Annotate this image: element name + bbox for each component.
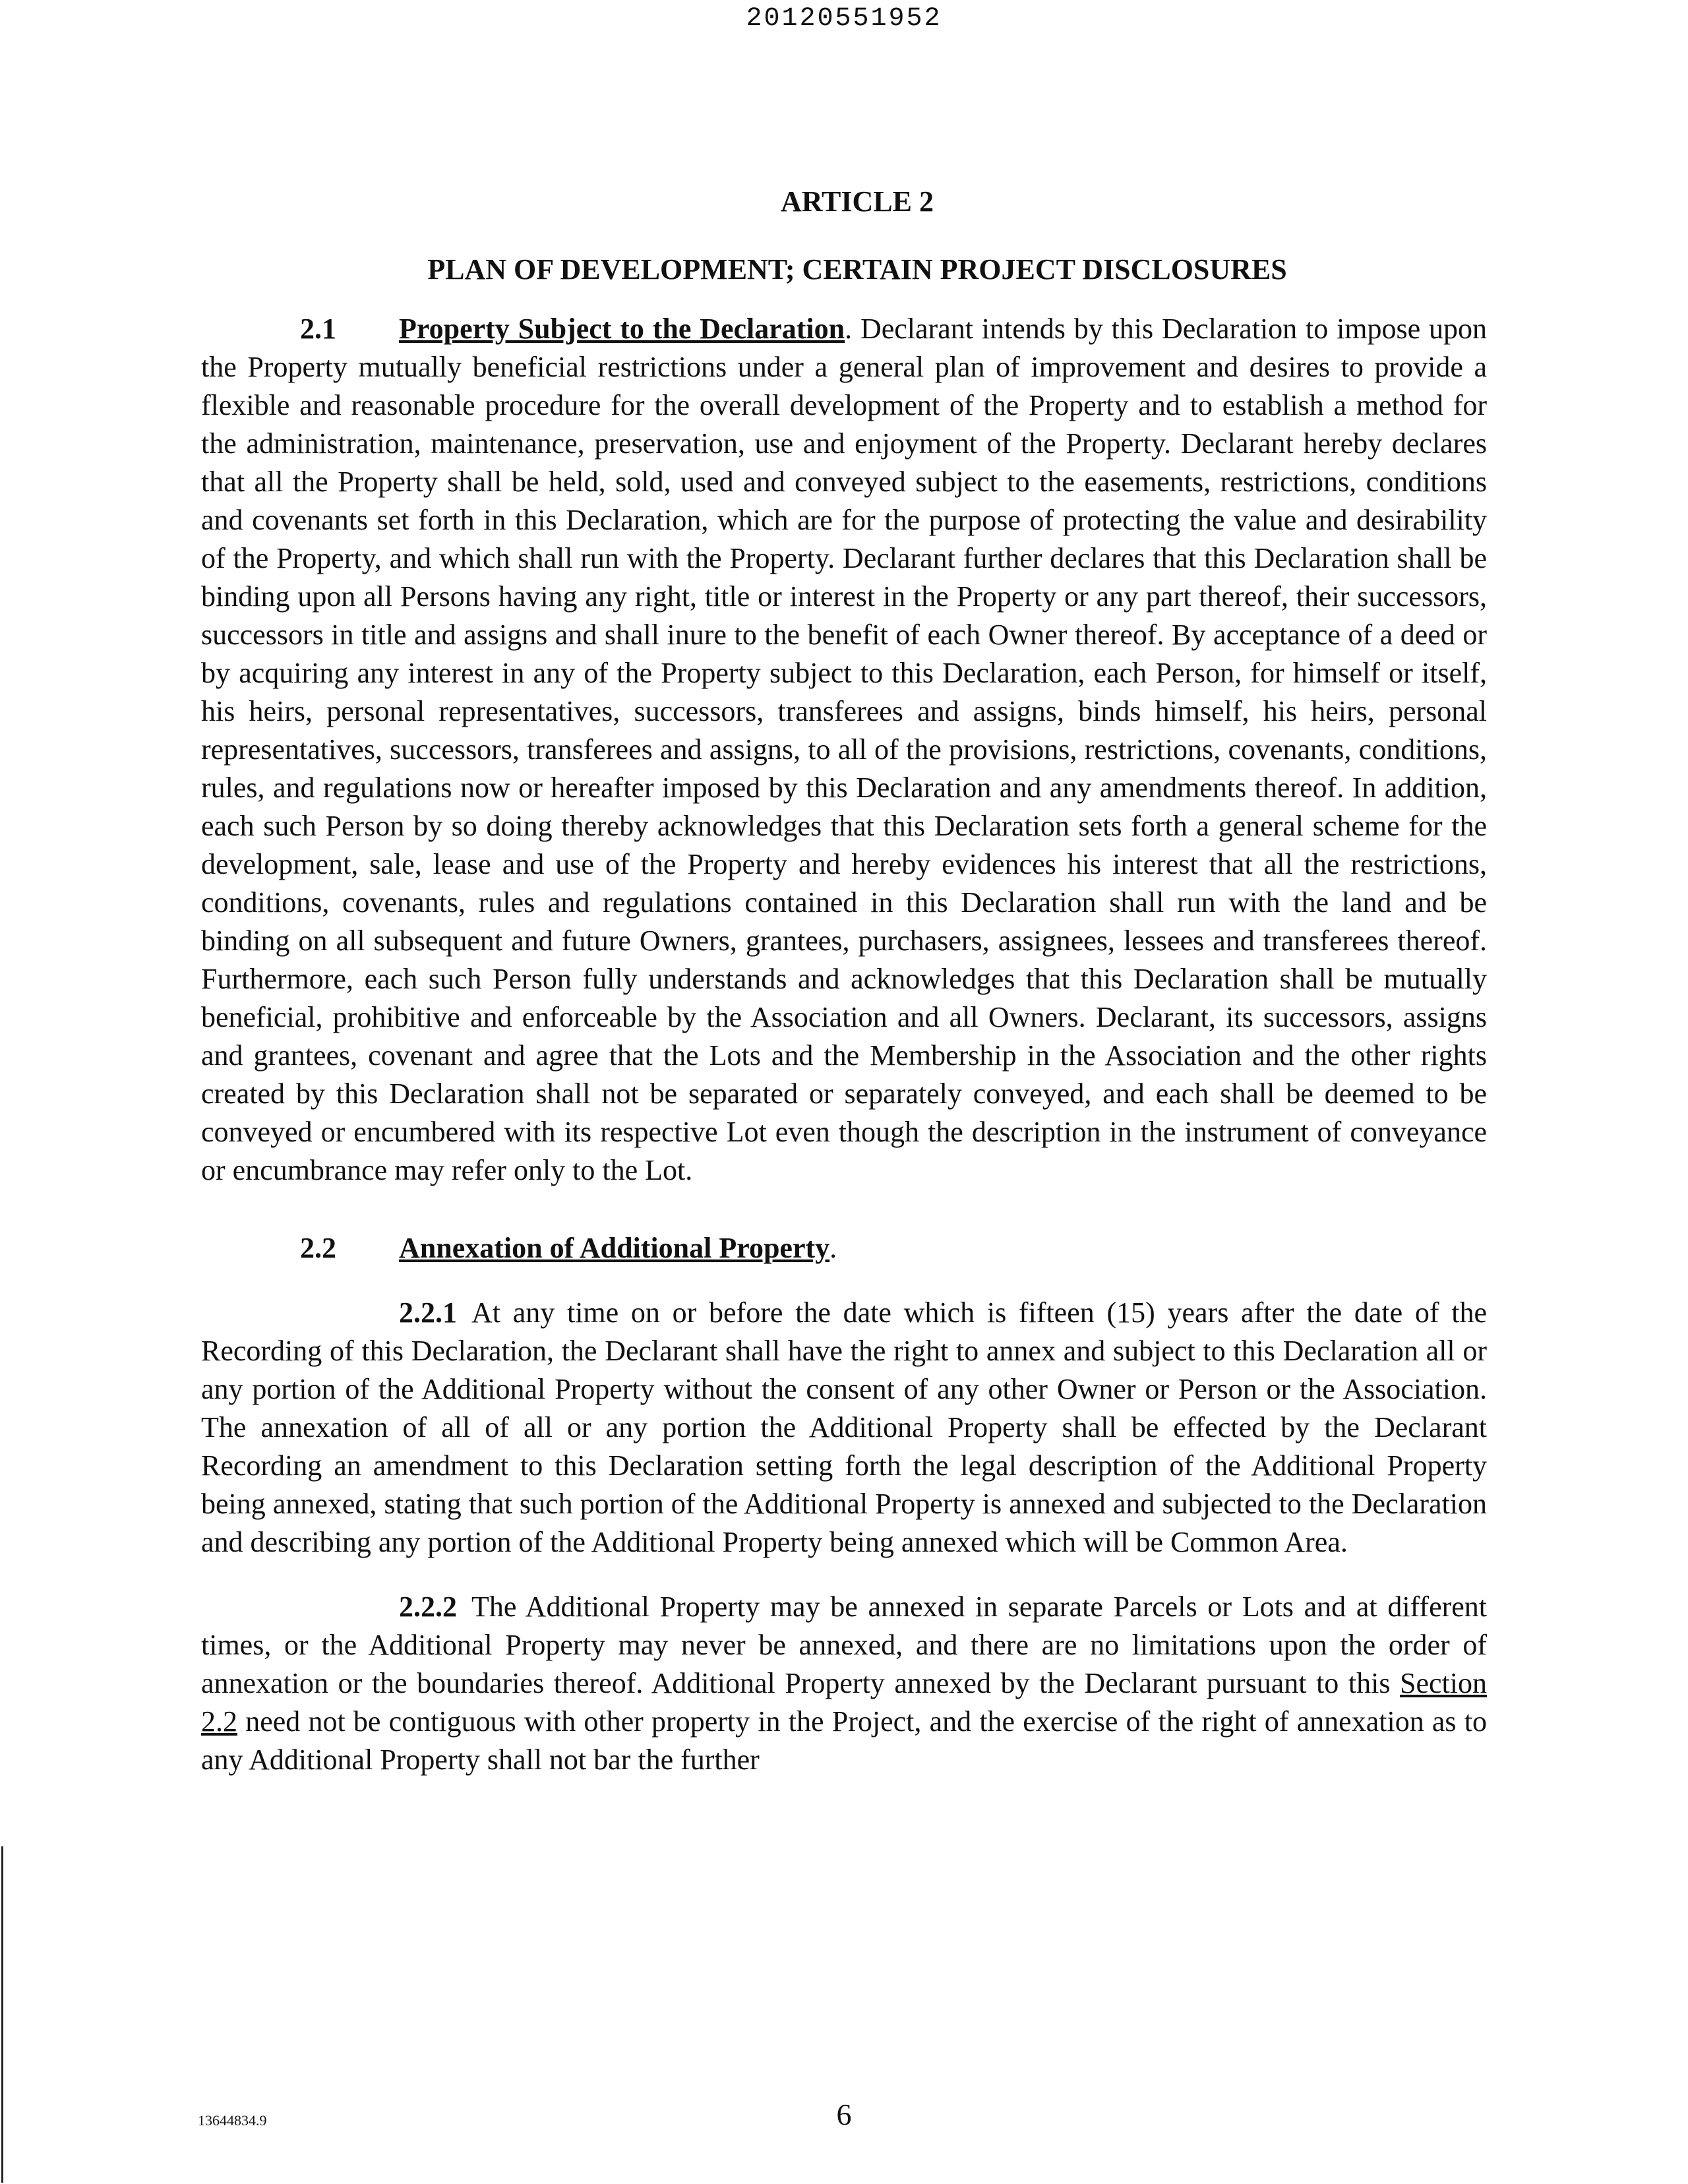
document-body xyxy=(201,171,1487,1779)
section-number: 2.2 xyxy=(300,1232,336,1264)
article-subtitle: PLAN OF DEVELOPMENT; CERTAIN PROJECT DISCLOSURES xyxy=(427,253,1287,286)
section-title: Property Subject to the Declaration xyxy=(399,313,845,345)
scan-margin-line xyxy=(1,1846,3,2183)
article-title: ARTICLE 2 xyxy=(781,185,934,218)
subsection-body-end: need not be contiguous with other property in the Project, and the exercise of the right of annexation as to any Additional Property shall not bar the further xyxy=(201,1705,1487,1776)
section-2-2-1 xyxy=(201,1294,1487,1562)
footer-page-number: 6 xyxy=(836,2098,852,2131)
section-title-suffix: . xyxy=(829,1232,837,1264)
subsection-body: At any time on or before the date which is fifteen (15) years after the date of the Recording of this Declaration, the Declarant shall have the right to annex and subject to this Declaration all or any portion of the Additional Property without the consent of any other Owner or Person or the Association. The annexation of all of all or any portion the Additional Property shall be effected by the Declarant Recording an amendment to this Declaration setting forth the legal description of the Additional Property being annexed, stating that such portion of the Additional Property is annexed and subjected to the Declaration and describing any portion of the Additional Property being annexed which will be Common Area. xyxy=(201,1296,1487,1558)
section-number: 2.1 xyxy=(300,313,336,345)
subsection-body-start: The Additional Property may be annexed in separate Parcels or Lots and at different times, or the Additional Property may never be annexed, and there are no limitations upon the order of annexation or the boundaries thereof. Additional Property annexed by the Declarant pursuant to this xyxy=(201,1591,1487,1699)
section-title: Annexation of Additional Property xyxy=(399,1232,830,1264)
subsection-number: 2.2.2 xyxy=(399,1591,457,1623)
section-2-2 xyxy=(201,1229,1487,1267)
section-2-1 xyxy=(201,310,1487,1190)
section-2-2-2 xyxy=(201,1588,1487,1779)
footer-document-id: 13644834.9 xyxy=(198,2112,267,2129)
section-body: . Declarant intends by this Declaration to impose upon the Property mutually beneficial restrictions under a general plan of improvement and desires to provide a flexible and reasonable procedure for the overall development of the Property and to establish a method for the administration, maintenance, preservation, use and enjoyment of the Property. Declarant hereby declares that all the Property shall be held, sold, used and conveyed subject to the easements, restrictions, conditions and covenants set forth in this Declaration, which are for the purpose of protecting the value and desirability of the Property, and which shall run with the Property. Declarant further declares that this Declaration shall be binding upon all Persons having any right, title or interest in the Property or any part thereof, their successors, successors in title and assigns and shall inure to the benefit of each Owner thereof. By acceptance of a deed or by acquiring any interest in any of the Property subject to this Declaration, each Person, for himself or itself, his heirs, personal representatives, successors, transferees and assigns, binds himself, his heirs, personal representatives, successors, transferees and assigns, to all of the provisions, restrictions, covenants, conditions, rules, and regulations now or hereafter imposed by this Declaration and any amendments thereof. In addition, each such Person by so doing thereby acknowledges that this Declaration sets forth a general scheme for the development, sale, lease and use of the Property and hereby evidences his interest that all the restrictions, conditions, covenants, rules and regulations contained in this Declaration shall run with the land and be binding on all subsequent and future Owners, grantees, purchasers, assignees, lessees and transferees thereof. Furthermore, each such Person fully understands and acknowledges that this Declaration shall be mutually beneficial, prohibitive and enforceable by the Association and all Owners. Declarant, its successors, assigns and grantees, covenant and agree that the Lots and the Membership in the Association and the other rights created by this Declaration shall not be separated or separately conveyed, and each shall be deemed to be conveyed or encumbered with its respective Lot even though the description in the instrument of conveyance or encumbrance may refer only to the Lot. xyxy=(201,313,1487,1186)
subsection-number: 2.2.1 xyxy=(399,1296,457,1329)
section-reference-link[interactable]: Section 2.2 xyxy=(201,1667,1487,1738)
recording-number: 20120551952 xyxy=(746,4,942,34)
